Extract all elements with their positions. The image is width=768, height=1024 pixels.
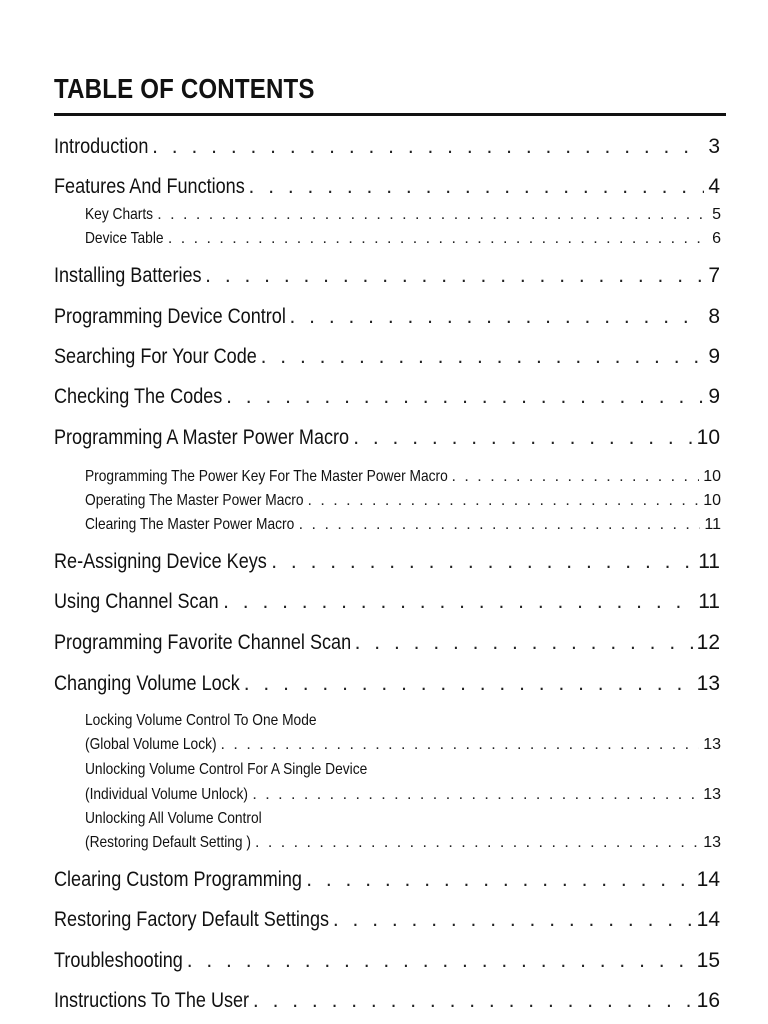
toc-entry-page: 13 — [696, 672, 720, 695]
toc-entry-page: 3 — [708, 135, 720, 158]
toc-entry-page: 14 — [696, 908, 720, 931]
toc-entry-introduction[interactable] — [54, 135, 720, 159]
toc-entry-batteries[interactable] — [54, 264, 720, 288]
toc-entry-label: Device Table — [85, 230, 164, 247]
leader-dots — [223, 590, 694, 614]
toc-entry-label: Restoring Factory Default Settings — [54, 908, 330, 931]
toc-entry-page: 13 — [703, 736, 721, 753]
toc-entry-label: Programming Favorite Channel Scan — [54, 631, 352, 654]
toc-subentry-restoring-default[interactable] — [85, 834, 721, 852]
leader-dots — [255, 834, 699, 852]
toc-entry-troubleshooting[interactable] — [54, 949, 720, 973]
leader-dots — [205, 264, 704, 288]
toc-entry-label: (Global Volume Lock) — [85, 736, 217, 753]
page-title: TABLE OF CONTENTS — [54, 73, 315, 104]
toc-entry-label: Using Channel Scan — [54, 590, 219, 613]
leader-dots — [261, 345, 705, 369]
toc-subentry-global-lock-line1: Locking Volume Control To One Mode — [85, 712, 317, 729]
toc-entry-label: Troubleshooting — [54, 949, 183, 972]
toc-entry-page: 11 — [704, 516, 721, 533]
toc-entry-page: 10 — [696, 426, 720, 449]
toc-subentry-restoring-default-line1: Unlocking All Volume Control — [85, 810, 262, 827]
toc-entry-page: 13 — [703, 786, 721, 803]
toc-entry-label: Features And Functions — [54, 175, 245, 198]
toc-entry-searching[interactable] — [54, 345, 720, 369]
leader-dots — [221, 736, 700, 754]
toc-subentry-device-table[interactable] — [85, 230, 721, 248]
toc-subentry-individual-unlock-line1: Unlocking Volume Control For A Single Device — [85, 761, 368, 778]
toc-entry-label: Programming The Power Key For The Master Power Macro — [85, 468, 448, 485]
toc-subentry-operating-macro[interactable] — [85, 492, 721, 510]
toc-entry-page: 16 — [696, 989, 720, 1012]
toc-entry-page: 10 — [703, 468, 721, 485]
toc-subentry-individual-unlock[interactable] — [85, 786, 721, 804]
toc-entry-factory-default[interactable] — [54, 908, 720, 932]
toc-entry-features[interactable] — [54, 175, 720, 199]
leader-dots — [306, 868, 692, 892]
toc-entry-page: 8 — [708, 305, 720, 328]
toc-entry-page: 13 — [703, 834, 721, 851]
toc-entry-reassigning[interactable] — [54, 550, 720, 574]
toc-subentry-power-key[interactable] — [85, 468, 721, 486]
leader-dots — [355, 631, 693, 655]
leader-dots — [299, 516, 701, 534]
toc-entry-label: Changing Volume Lock — [54, 672, 240, 695]
toc-subentry-key-charts[interactable] — [85, 206, 721, 224]
toc-entry-label: (Restoring Default Setting ) — [85, 834, 251, 851]
toc-entry-label: Clearing Custom Programming — [54, 868, 302, 891]
toc-entry-label: Searching For Your Code — [54, 345, 257, 368]
toc-entry-page: 11 — [698, 550, 720, 573]
toc-entry-page: 9 — [708, 345, 720, 368]
toc-entry-label: Re-Assigning Device Keys — [54, 550, 267, 573]
toc-entry-label: Introduction — [54, 135, 149, 158]
toc-entry-label: Clearing The Master Power Macro — [85, 516, 295, 533]
toc-entry-page: 15 — [696, 949, 720, 972]
toc-entry-label: (Individual Volume Unlock) — [85, 786, 248, 803]
leader-dots — [452, 468, 700, 486]
toc-entry-instructions[interactable] — [54, 989, 720, 1013]
toc-subentry-clearing-macro[interactable] — [85, 516, 721, 534]
toc-entry-label: Installing Batteries — [54, 264, 202, 287]
toc-entry-page: 7 — [708, 264, 720, 287]
leader-dots — [187, 949, 693, 973]
title-rule — [54, 113, 726, 116]
leader-dots — [244, 672, 693, 696]
leader-dots — [333, 908, 693, 932]
toc-entry-checking-codes[interactable] — [54, 385, 720, 409]
toc-entry-page: 12 — [696, 631, 720, 654]
leader-dots — [249, 175, 705, 199]
toc-entry-page: 14 — [696, 868, 720, 891]
toc-entry-channel-scan[interactable] — [54, 590, 720, 614]
toc-entry-label: Checking The Codes — [54, 385, 223, 408]
leader-dots — [289, 305, 704, 329]
leader-dots — [353, 426, 692, 450]
leader-dots — [253, 989, 693, 1013]
toc-entry-label: Operating The Master Power Macro — [85, 492, 304, 509]
toc-entry-clearing-custom[interactable] — [54, 868, 720, 892]
leader-dots — [168, 230, 708, 248]
toc-entry-volume-lock[interactable] — [54, 672, 720, 696]
leader-dots — [308, 492, 700, 510]
leader-dots — [157, 206, 708, 224]
toc-page — [54, 0, 726, 1024]
toc-entry-master-power-macro[interactable] — [54, 426, 720, 450]
toc-entry-page: 6 — [712, 230, 721, 247]
toc-entry-label: Instructions To The User — [54, 989, 250, 1012]
leader-dots — [226, 385, 704, 409]
toc-subentry-global-lock[interactable] — [85, 736, 721, 754]
toc-entry-page: 5 — [712, 206, 721, 223]
leader-dots — [271, 550, 694, 574]
toc-entry-page: 11 — [698, 590, 720, 613]
toc-entry-label: Programming A Master Power Macro — [54, 426, 350, 449]
toc-entry-page: 10 — [703, 492, 721, 509]
leader-dots — [152, 135, 704, 159]
toc-entry-label: Programming Device Control — [54, 305, 286, 328]
leader-dots — [252, 786, 699, 804]
toc-entry-label: Key Charts — [85, 206, 154, 223]
toc-entry-page: 9 — [708, 385, 720, 408]
toc-entry-page: 4 — [708, 175, 720, 198]
toc-entry-programming-device[interactable] — [54, 305, 720, 329]
toc-entry-favorite-scan[interactable] — [54, 631, 720, 655]
